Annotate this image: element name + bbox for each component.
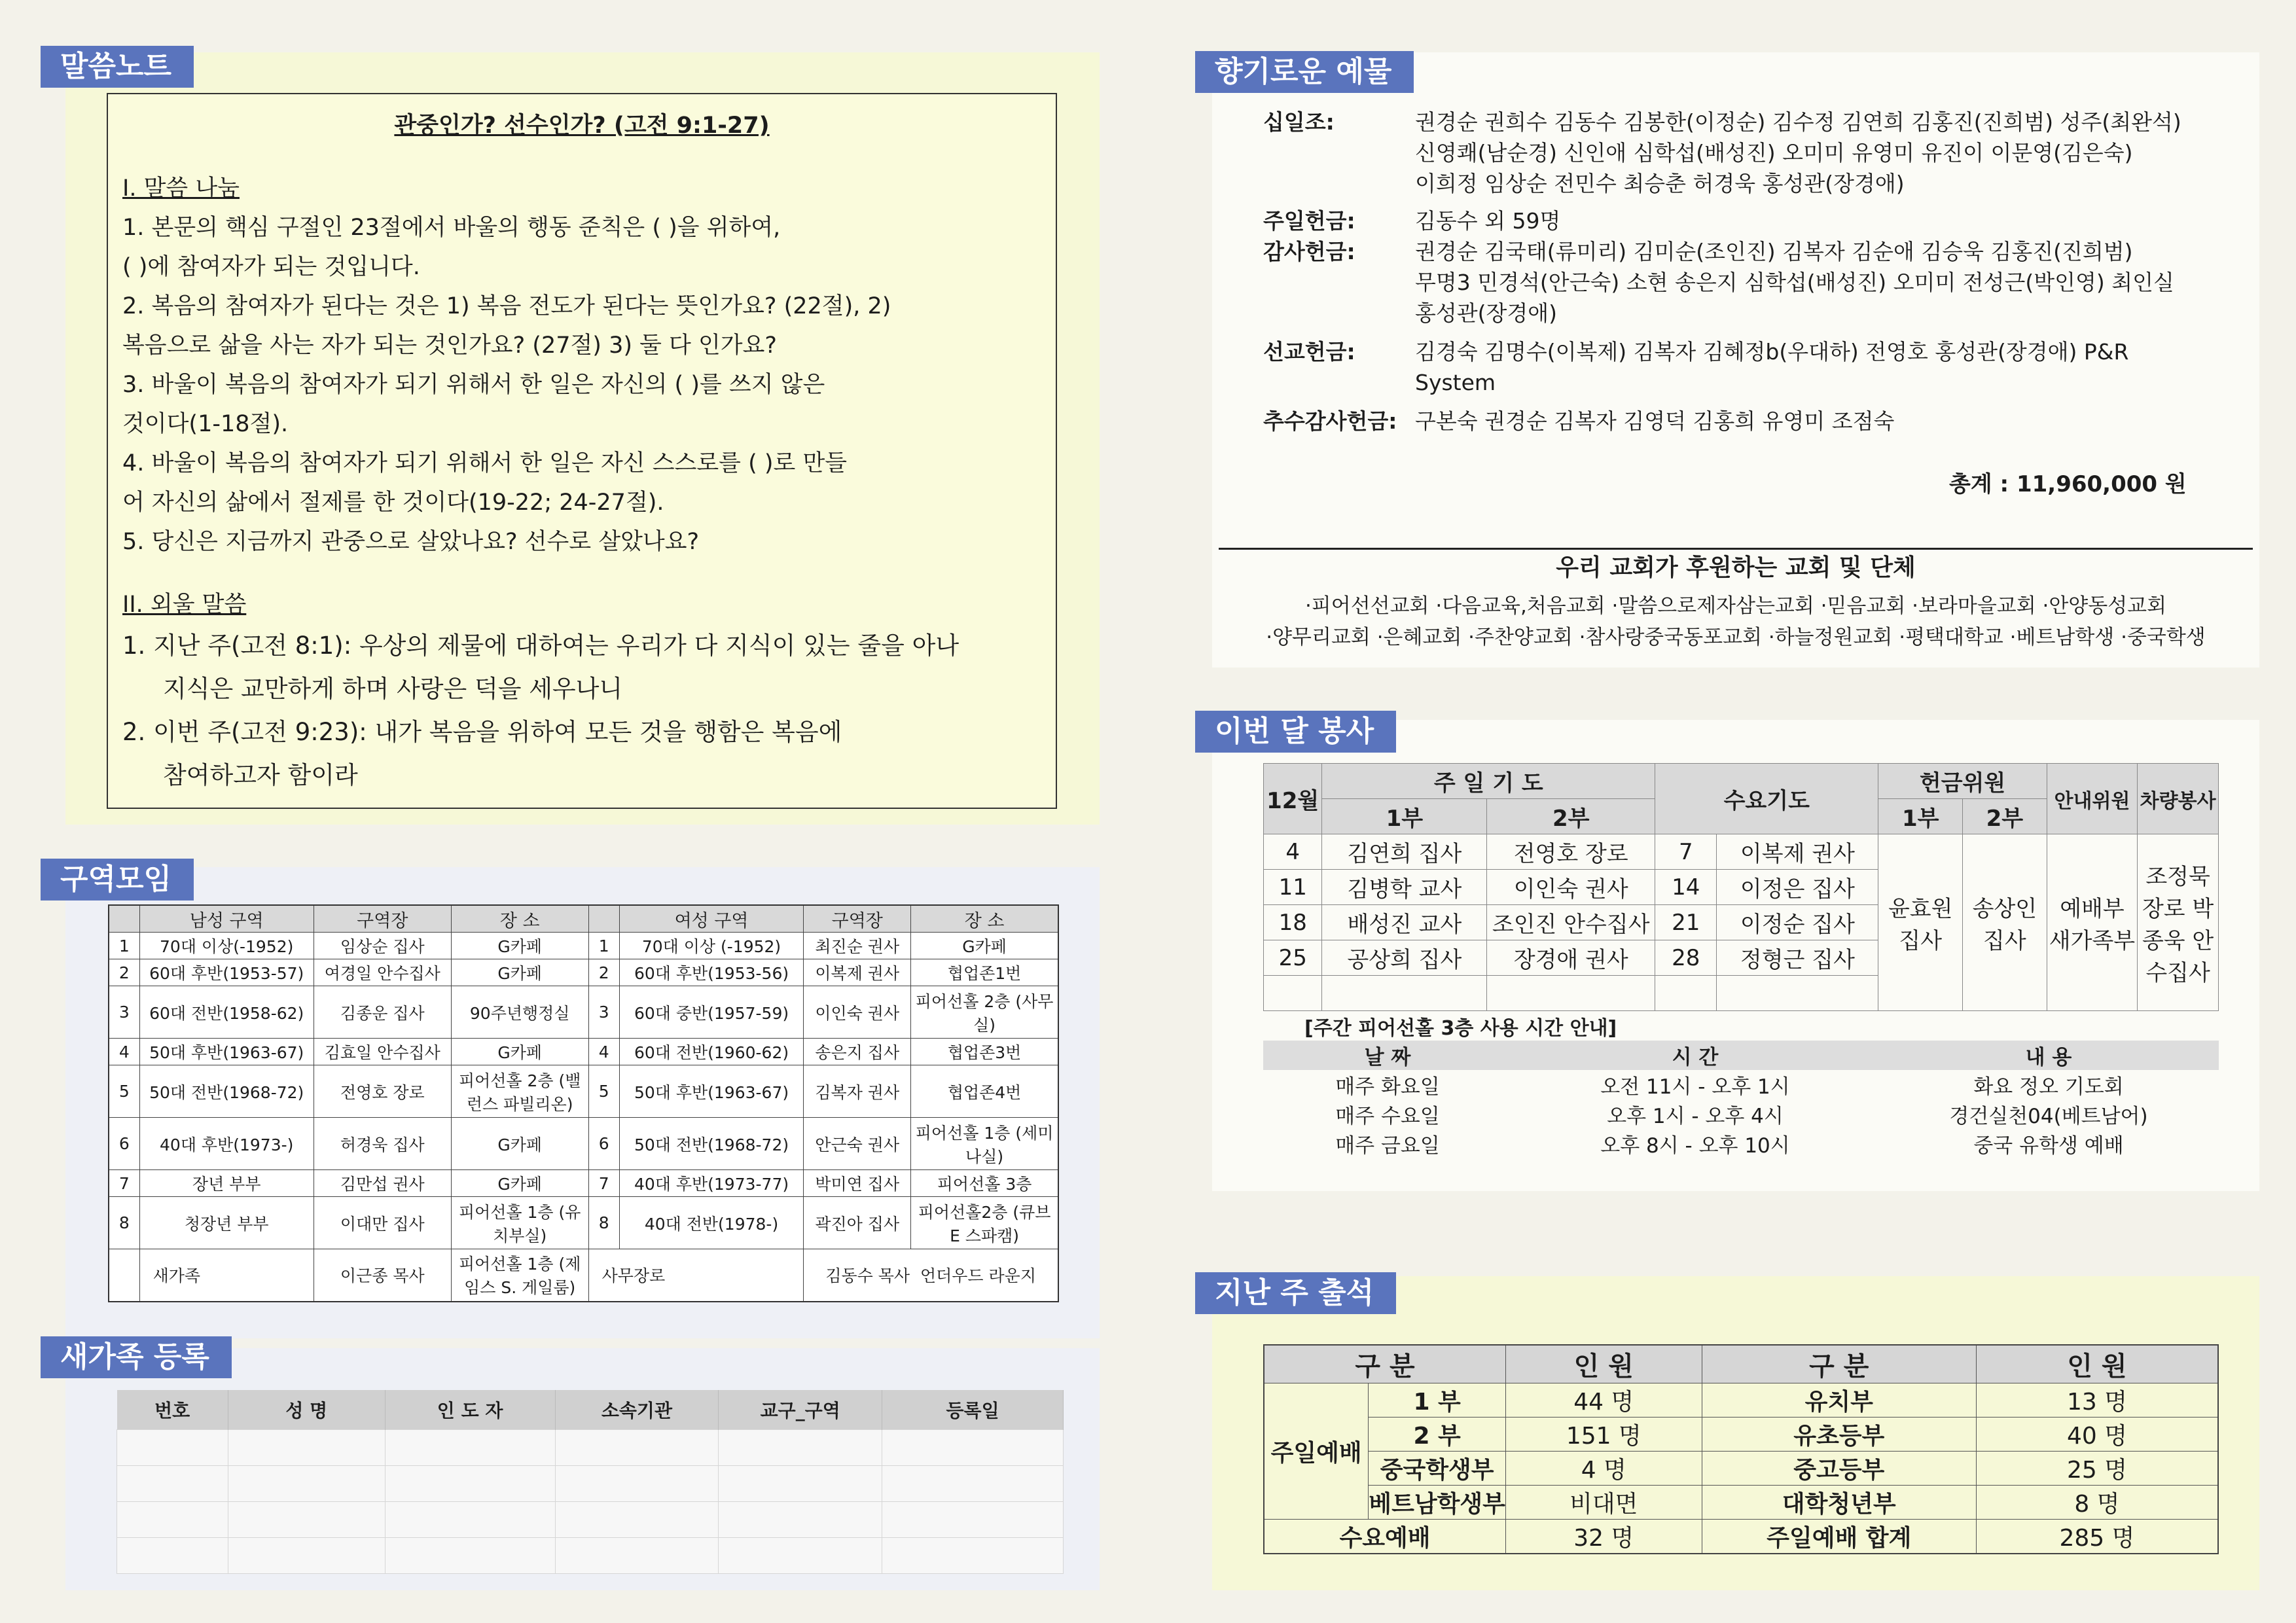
cell: 피어선홀 2층 (사무실) — [911, 986, 1058, 1039]
cell: 2 — [588, 959, 619, 986]
cell: G카페 — [451, 959, 588, 986]
cell: 유치부 — [1702, 1383, 1976, 1418]
memory-verse-line: 1. 지난 주(고전 8:1): 우상의 제물에 대하여는 우리가 다 지식이 있는 줄을 아나 — [122, 632, 960, 660]
column-header: 장 소 — [911, 905, 1058, 933]
cell: 김연희 집사 — [1322, 834, 1487, 870]
cell: 중국학생부 — [1369, 1452, 1506, 1486]
cell: 이복제 권사 — [1717, 834, 1878, 870]
cell: G카페 — [911, 933, 1058, 959]
cell: 이복제 권사 — [804, 959, 911, 986]
cell: 중국 유학생 예배 — [1973, 1134, 2124, 1158]
service-table — [1263, 763, 2219, 1011]
cell: 8 — [109, 1197, 139, 1249]
table-row — [117, 1538, 1064, 1574]
offering-label: 감사헌금: — [1263, 239, 1355, 264]
cell: 장경애 권사 — [1487, 940, 1655, 976]
table-row — [109, 959, 1058, 986]
cell: 장년 부부 — [139, 1170, 314, 1197]
table-row — [1263, 1070, 2219, 1099]
offering-total: 총계 : 11,960,000 원 — [1949, 471, 2187, 497]
table-header-row — [109, 905, 1058, 933]
offering-label: 선교헌금: — [1263, 339, 1355, 365]
cell: 협업존1번 — [911, 959, 1058, 986]
column-header: 1부 — [1878, 799, 1963, 834]
cell: 2 — [109, 959, 139, 986]
sermon-line: 4. 바울이 복음의 참여자가 되기 위해서 한 일은 자신 스스로를 ( )로 만들 — [122, 450, 848, 476]
table-row — [109, 933, 1058, 959]
cell — [804, 1249, 1058, 1302]
cell: 40 명 — [1976, 1418, 2218, 1452]
cell: G카페 — [451, 933, 588, 959]
cell: 피어선홀2층 (큐브E 스파캠) — [911, 1197, 1058, 1249]
cell: 151 명 — [1505, 1418, 1702, 1452]
column-header: 구 분 — [1264, 1345, 1505, 1383]
cell: 21 — [1655, 905, 1717, 940]
cell: 이인숙 권사 — [804, 986, 911, 1039]
offering-table — [1263, 107, 2238, 437]
cell: 28 — [1655, 940, 1717, 976]
column-header: 장 소 — [451, 905, 588, 933]
column-header: 2부 — [1963, 799, 2047, 834]
cell: 최진순 권사 — [804, 933, 911, 959]
cell: 박미연 집사 — [804, 1170, 911, 1197]
table-row — [1263, 1099, 2219, 1129]
cell: 40대 후반(1973-77) — [619, 1170, 804, 1197]
cell: 김병학 교사 — [1322, 870, 1487, 905]
cell: 오후 1시 - 오후 4시 — [1607, 1105, 1784, 1128]
cell: 50대 전반(1968-72) — [619, 1118, 804, 1170]
column-header: 안내위원 — [2047, 764, 2138, 834]
cell: 13 명 — [1976, 1383, 2218, 1418]
cell: 피어선홀 1층 (제임스 S. 게일룸) — [451, 1249, 588, 1302]
cell: 김복자 권사 — [804, 1065, 911, 1118]
offering-row — [1263, 236, 2238, 329]
cell: 60대 후반(1953-56) — [619, 959, 804, 986]
cell: 안근숙 권사 — [804, 1118, 911, 1170]
table-header-row — [1264, 1345, 2218, 1383]
sermon-header: 말씀노트 — [41, 46, 194, 88]
district-table — [108, 904, 1059, 1302]
column-header: 남성 구역 — [139, 905, 314, 933]
offering-names: 김동수 외 59명 — [1415, 208, 1561, 234]
column-header: 교구_구역 — [719, 1390, 882, 1430]
cell: 베트남학생부 — [1369, 1486, 1506, 1520]
table-row — [117, 1430, 1064, 1466]
table-row — [1264, 1452, 2218, 1486]
cell: 44 명 — [1505, 1383, 1702, 1418]
sermon-line: 1. 본문의 핵심 구절인 23절에서 바울의 행동 준칙은 ( )을 위하여, — [122, 215, 781, 241]
offering-names: 구본숙 권경순 김복자 김영덕 김홍희 유영미 조점숙 — [1415, 408, 1895, 434]
column-header: 인 도 자 — [385, 1390, 555, 1430]
cell: G카페 — [451, 1039, 588, 1065]
cell: 7 — [1655, 834, 1717, 870]
cell: 4 — [1264, 834, 1322, 870]
column-header: 인 원 — [1976, 1345, 2218, 1383]
column-header: 시 간 — [1512, 1041, 1878, 1070]
cell: 70대 이상(-1952) — [139, 933, 314, 959]
column-header: 성 명 — [228, 1390, 385, 1430]
offering-label: 십일조: — [1263, 109, 1335, 135]
cell: 11 — [1264, 870, 1322, 905]
cell: 사무장로 — [588, 1249, 804, 1302]
cell: 285 명 — [1976, 1520, 2218, 1554]
cell: 협업존4번 — [911, 1065, 1058, 1118]
cell: 주일예배 — [1264, 1383, 1369, 1520]
newcomer-table — [117, 1390, 1064, 1574]
cell: 60대 중반(1957-59) — [619, 986, 804, 1039]
sermon-line: ( )에 참여자가 되는 것입니다. — [122, 254, 420, 280]
cell: 1 — [109, 933, 139, 959]
offering-names: 권경순 권희수 김동수 김봉한(이정순) 김수정 김연희 김홍진(진희범) 성주(최완석) — [1415, 109, 2181, 135]
column-header: 날 짜 — [1263, 1041, 1512, 1070]
cell: 수요예배 — [1264, 1520, 1505, 1554]
cell: 협업존3번 — [911, 1039, 1058, 1065]
cell: 3 — [109, 986, 139, 1039]
column-header: 소속기관 — [555, 1390, 719, 1430]
table-row — [1264, 1520, 2218, 1554]
table-row — [109, 1039, 1058, 1065]
cell: 윤효원 집사 — [1878, 834, 1963, 1011]
cell: 송은지 집사 — [804, 1039, 911, 1065]
section2-title: II. 외울 말씀 — [122, 592, 247, 618]
cell: 60대 전반(1958-62) — [139, 986, 314, 1039]
cell: G카페 — [451, 1170, 588, 1197]
cell: 40대 전반(1978-) — [619, 1197, 804, 1249]
cell: 50대 전반(1968-72) — [139, 1065, 314, 1118]
cell: 7 — [588, 1170, 619, 1197]
cell: 피어선홀 2층 (밸런스 파빌리온) — [451, 1065, 588, 1118]
table-row — [117, 1502, 1064, 1538]
cell: 32 명 — [1505, 1520, 1702, 1554]
sermon-line: 2. 복음의 참여자가 된다는 것은 1) 복음 전도가 된다는 뜻인가요? (22절), 2) — [122, 293, 891, 319]
cell: 정형근 집사 — [1717, 940, 1878, 976]
cell: 청장년 부부 — [139, 1197, 314, 1249]
cell: 피어선홀 1층 (세미나실) — [911, 1118, 1058, 1170]
support-list — [1219, 590, 2253, 653]
cell: 2 부 — [1369, 1418, 1506, 1452]
cell: 4 명 — [1505, 1452, 1702, 1486]
column-header: 수요기도 — [1655, 764, 1878, 834]
cell: 4 — [109, 1039, 139, 1065]
cell: 60대 전반(1960-62) — [619, 1039, 804, 1065]
cell: 이인숙 권사 — [1487, 870, 1655, 905]
cell: 오전 11시 - 오후 1시 — [1600, 1075, 1790, 1099]
column-header: 내 용 — [1878, 1041, 2219, 1070]
cell: 70대 이상 (-1952) — [619, 933, 804, 959]
cell: 전영호 장로 — [314, 1065, 451, 1118]
cell: 유초등부 — [1702, 1418, 1976, 1452]
cell: 배성진 교사 — [1322, 905, 1487, 940]
cell: G카페 — [451, 1118, 588, 1170]
offering-row — [1263, 199, 2238, 236]
cell: 여경일 안수집사 — [314, 959, 451, 986]
support-title: 우리 교회가 후원하는 교회 및 단체 — [1556, 554, 1916, 581]
cell: 곽진아 집사 — [804, 1197, 911, 1249]
cell: 18 — [1264, 905, 1322, 940]
table-header-row — [1263, 1041, 2219, 1070]
cell: 김만섭 권사 — [314, 1170, 451, 1197]
cell: 대학청년부 — [1702, 1486, 1976, 1520]
cell: 8 명 — [1976, 1486, 2218, 1520]
cell: 14 — [1655, 870, 1717, 905]
column-header: 2부 — [1487, 799, 1655, 834]
cell: 40대 후반(1973-) — [139, 1118, 314, 1170]
support-line: ·피어선선교회 ·다음교육,처음교회 ·말씀으로제자삼는교회 ·믿음교회 ·보라마을교회 ·안양동성교회 — [1304, 594, 2167, 618]
sermon-line: 어 자신의 삶에서 절제를 한 것이다(19-22; 24-27절). — [122, 490, 664, 516]
table-header-row — [117, 1390, 1064, 1430]
cell: 임상순 집사 — [314, 933, 451, 959]
cell-text: 언더우드 라운지 — [920, 1266, 1036, 1286]
sermon-line: 복음으로 삶을 사는 자가 되는 것인가요? (27절) 3) 둘 다 인가요? — [122, 332, 777, 359]
offering-names: 권경순 김국태(류미리) 김미순(조인진) 김복자 김순애 김승욱 김홍진(진희범) — [1415, 239, 2133, 264]
column-header: 등록일 — [882, 1390, 1064, 1430]
cell: 50대 후반(1963-67) — [139, 1039, 314, 1065]
weekly-table — [1263, 1041, 2219, 1158]
table-row — [1264, 1486, 2218, 1520]
column-header: 번호 — [117, 1390, 228, 1430]
cell: 90주년행정실 — [451, 986, 588, 1039]
cell: 3 — [588, 986, 619, 1039]
sermon-title: 관중인가? 선수인가? (고전 9:1-27) — [394, 113, 770, 139]
newcomer-header: 새가족 등록 — [41, 1336, 232, 1378]
offering-names: 이희정 임상순 전민수 최승춘 허경욱 홍성관(장경애) — [1415, 171, 1905, 196]
cell: 5 — [109, 1065, 139, 1118]
cell: 매주 화요일 — [1335, 1075, 1440, 1099]
table-row — [1264, 834, 2219, 870]
column-header: 구역장 — [314, 905, 451, 933]
column-header: 1부 — [1322, 799, 1487, 834]
cell: 전영호 장로 — [1487, 834, 1655, 870]
offering-label: 주일헌금: — [1263, 208, 1355, 234]
table-row — [109, 1249, 1058, 1302]
sermon-line: 5. 당신은 지금까지 관중으로 살았나요? 선수로 살았나요? — [122, 529, 700, 555]
service-header: 이번 달 봉사 — [1195, 711, 1396, 753]
cell: 25 명 — [1976, 1452, 2218, 1486]
cell: 매주 금요일 — [1335, 1134, 1440, 1158]
cell: 조인진 안수집사 — [1487, 905, 1655, 940]
table-row — [1264, 1383, 2218, 1418]
cell: 5 — [588, 1065, 619, 1118]
table-header-row — [1264, 764, 2219, 799]
cell: 화요 정오 기도회 — [1973, 1075, 2124, 1099]
cell: 1 — [588, 933, 619, 959]
sermon-line: 3. 바울이 복음의 참여자가 되기 위해서 한 일은 자신의 ( )를 쓰지 않은 — [122, 372, 825, 398]
cell: 새가족 — [139, 1249, 314, 1302]
cell: 피어선홀 3층 — [911, 1170, 1058, 1197]
support-line: ·양무리교회 ·은혜교회 ·주찬양교회 ·참사랑중국동포교회 ·하늘정원교회 ·평택대학교 ·베트남학생 ·중국학생 — [1266, 626, 2206, 649]
cell: 1 부 — [1369, 1383, 1506, 1418]
cell: 이정은 집사 — [1717, 870, 1878, 905]
offering-names: 신영쾌(남순경) 신인애 심학섭(배성진) 오미미 유영미 유진이 이문영(김은숙) — [1415, 140, 2133, 166]
sermon-line: 것이다(1-18절). — [122, 411, 289, 437]
cell: 60대 후반(1953-57) — [139, 959, 314, 986]
attendance-header: 지난 주 출석 — [1195, 1272, 1396, 1314]
cell: 피어선홀 1층 (유치부실) — [451, 1197, 588, 1249]
cell: 경건실천04(베트남어) — [1949, 1105, 2148, 1128]
offering-names: 홍성관(장경애) — [1415, 300, 1558, 326]
cell: 예배부 새가족부 — [2047, 834, 2138, 1011]
column-header: 12월 — [1264, 764, 1322, 834]
cell: 8 — [588, 1197, 619, 1249]
table-row — [109, 1197, 1058, 1249]
offering-row — [1263, 329, 2238, 398]
cell: 김종운 집사 — [314, 986, 451, 1039]
column-header: 구 분 — [1702, 1345, 1976, 1383]
offering-header: 향기로운 예물 — [1195, 51, 1414, 93]
cell: 이대만 집사 — [314, 1197, 451, 1249]
memory-verse-line: 참여하고자 함이라 — [163, 761, 358, 789]
memory-verse-line: 2. 이번 주(고전 9:23): 내가 복음을 위하여 모든 것을 행함은 복음에 — [122, 718, 842, 746]
cell-text: 김동수 목사 — [825, 1266, 910, 1286]
cell: 6 — [109, 1118, 139, 1170]
column-header: 주 일 기 도 — [1322, 764, 1655, 799]
cell: 주일예배 합계 — [1702, 1520, 1976, 1554]
cell: 6 — [588, 1118, 619, 1170]
attendance-table — [1263, 1344, 2219, 1554]
table-row — [109, 1170, 1058, 1197]
cell: 25 — [1264, 940, 1322, 976]
table-row — [109, 986, 1058, 1039]
offering-names: 무명3 민경석(안근숙) 소현 송은지 심학섭(배성진) 오미미 전성근(박인영) 최인실 — [1415, 270, 2174, 295]
cell: 허경욱 집사 — [314, 1118, 451, 1170]
table-row — [117, 1466, 1064, 1502]
cell: 7 — [109, 1170, 139, 1197]
column-header: 헌금위원 — [1878, 764, 2047, 799]
cell: 중고등부 — [1702, 1452, 1976, 1486]
cell: 이근종 목사 — [314, 1249, 451, 1302]
table-row — [109, 1065, 1058, 1118]
offering-label: 추수감사헌금: — [1263, 408, 1397, 434]
cell: 공상희 집사 — [1322, 940, 1487, 976]
column-header: 인 원 — [1505, 1345, 1702, 1383]
cell: 매주 수요일 — [1335, 1105, 1440, 1128]
column-header: 차량봉사 — [2138, 764, 2219, 834]
table-row — [109, 1118, 1058, 1170]
cell: 50대 후반(1963-67) — [619, 1065, 804, 1118]
cell: 조정묵 장로 박종욱 안수집사 — [2138, 834, 2219, 1011]
memory-verse-line: 지식은 교만하게 하며 사랑은 덕을 세우나니 — [163, 675, 623, 703]
cell: 김효일 안수집사 — [314, 1039, 451, 1065]
cell: 오후 8시 - 오후 10시 — [1600, 1134, 1790, 1158]
offering-names: System — [1415, 370, 1496, 395]
sermon-note-box — [107, 93, 1057, 809]
table-row — [1264, 1418, 2218, 1452]
offering-names: 김경숙 김명수(이복제) 김복자 김혜정b(우대하) 전영호 홍성관(장경애) P&R — [1415, 339, 2129, 365]
column-header: 여성 구역 — [619, 905, 804, 933]
weekly-title: [주간 피어선홀 3층 사용 시간 안내] — [1304, 1017, 1617, 1040]
cell: 송상인 집사 — [1963, 834, 2047, 1011]
column-header: 구역장 — [804, 905, 911, 933]
offering-row — [1263, 107, 2238, 199]
cell: 이정순 집사 — [1717, 905, 1878, 940]
district-header: 구역모임 — [41, 859, 194, 901]
table-row — [1263, 1129, 2219, 1158]
section1-title: I. 말씀 나눔 — [122, 175, 240, 202]
cell: 비대면 — [1505, 1486, 1702, 1520]
offering-row — [1263, 398, 2238, 437]
cell: 4 — [588, 1039, 619, 1065]
